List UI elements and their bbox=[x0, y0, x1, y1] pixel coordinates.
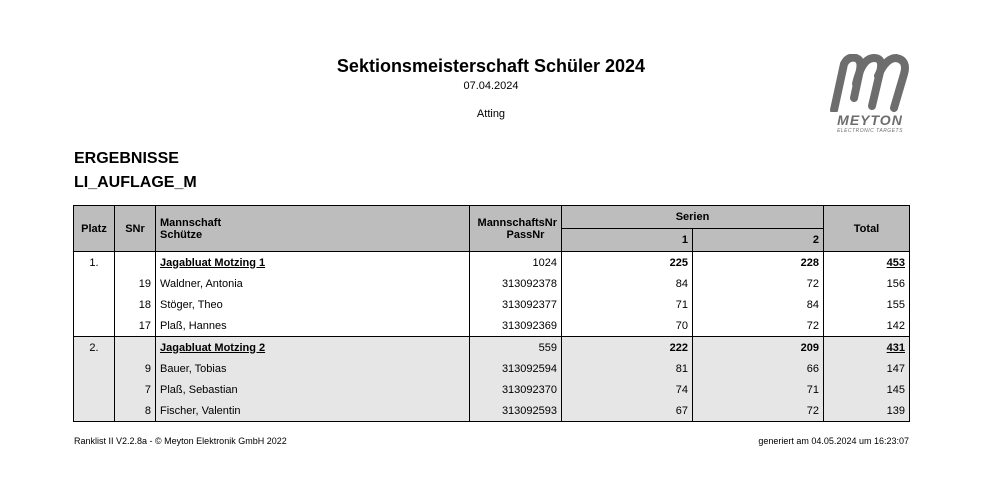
shooter-serie-2: 72 bbox=[693, 400, 824, 422]
shooter-name: Waldner, Antonia bbox=[156, 273, 470, 294]
shooter-name: Fischer, Valentin bbox=[156, 400, 470, 422]
header-mannschaftsnr: MannschaftsNr bbox=[477, 216, 557, 229]
team-group bbox=[74, 252, 910, 337]
header-platz: Platz bbox=[74, 206, 115, 252]
shooter-name: Plaß, Hannes bbox=[156, 315, 470, 337]
shooter-name: Stöger, Theo bbox=[156, 294, 470, 315]
shooter-pass: 313092593 bbox=[470, 400, 562, 422]
shooter-serie-2: 66 bbox=[693, 358, 824, 379]
shooter-platz bbox=[74, 294, 115, 315]
shooter-row bbox=[74, 358, 910, 379]
shooter-serie-2: 72 bbox=[693, 315, 824, 337]
shooter-serie-2: 72 bbox=[693, 273, 824, 294]
page-title: Sektionsmeisterschaft Schüler 2024 bbox=[336, 56, 646, 76]
team-group bbox=[74, 337, 910, 422]
shooter-row bbox=[74, 379, 910, 400]
event-date: 07.04.2024 bbox=[463, 80, 519, 92]
header-snr: SNr bbox=[115, 206, 156, 252]
team-serie-1: 222 bbox=[562, 337, 693, 359]
footer-version: Ranklist II V2.2.8a - © Meyton Elektronik GmbH 2022 bbox=[74, 436, 287, 446]
shooter-pass: 313092377 bbox=[470, 294, 562, 315]
shooter-snr: 8 bbox=[115, 400, 156, 422]
shooter-total: 155 bbox=[824, 294, 910, 315]
header-serien: Serien bbox=[562, 206, 824, 229]
shooter-name: Plaß, Sebastian bbox=[156, 379, 470, 400]
shooter-platz bbox=[74, 400, 115, 422]
header-nr bbox=[470, 206, 562, 252]
team-serie-1: 225 bbox=[562, 252, 693, 274]
meyton-logo bbox=[828, 54, 912, 134]
shooter-total: 139 bbox=[824, 400, 910, 422]
header-serie-1: 1 bbox=[562, 229, 693, 252]
shooter-platz bbox=[74, 379, 115, 400]
shooter-name: Bauer, Tobias bbox=[156, 358, 470, 379]
shooter-snr: 17 bbox=[115, 315, 156, 337]
logo-brand: MEYTON bbox=[837, 112, 903, 128]
shooter-serie-1: 74 bbox=[562, 379, 693, 400]
team-serie-2: 228 bbox=[693, 252, 824, 274]
team-row bbox=[74, 337, 910, 359]
shooter-pass: 313092369 bbox=[470, 315, 562, 337]
shooter-row bbox=[74, 315, 910, 337]
team-platz: 1. bbox=[74, 252, 115, 274]
event-location: Atting bbox=[476, 108, 506, 120]
shooter-total: 142 bbox=[824, 315, 910, 337]
shooter-pass: 313092370 bbox=[470, 379, 562, 400]
results-table bbox=[73, 205, 910, 422]
shooter-row bbox=[74, 273, 910, 294]
shooter-snr: 18 bbox=[115, 294, 156, 315]
team-total: 431 bbox=[824, 337, 910, 359]
meyton-m-icon bbox=[830, 54, 910, 112]
shooter-serie-2: 71 bbox=[693, 379, 824, 400]
shooter-snr: 19 bbox=[115, 273, 156, 294]
shooter-serie-2: 84 bbox=[693, 294, 824, 315]
shooter-snr: 7 bbox=[115, 379, 156, 400]
team-platz: 2. bbox=[74, 337, 115, 359]
header-mannschaft: Mannschaft bbox=[160, 216, 222, 229]
team-snr bbox=[115, 337, 156, 359]
shooter-serie-1: 70 bbox=[562, 315, 693, 337]
shooter-total: 156 bbox=[824, 273, 910, 294]
shooter-platz bbox=[74, 358, 115, 379]
shooter-serie-1: 67 bbox=[562, 400, 693, 422]
logo-subtitle: ELECTRONIC TARGETS bbox=[837, 128, 903, 134]
shooter-serie-1: 71 bbox=[562, 294, 693, 315]
discipline-heading: LI_AUFLAGE_M bbox=[74, 174, 197, 191]
shooter-platz bbox=[74, 315, 115, 337]
team-row bbox=[74, 252, 910, 274]
header-mannschaft-schuetze bbox=[156, 206, 470, 252]
team-total: 453 bbox=[824, 252, 910, 274]
team-snr bbox=[115, 252, 156, 274]
shooter-total: 147 bbox=[824, 358, 910, 379]
header-passnr: PassNr bbox=[506, 228, 545, 241]
shooter-snr: 9 bbox=[115, 358, 156, 379]
team-name: Jagabluat Motzing 1 bbox=[156, 252, 470, 274]
team-serie-2: 209 bbox=[693, 337, 824, 359]
header-schuetze: Schütze bbox=[160, 228, 203, 241]
shooter-platz bbox=[74, 273, 115, 294]
shooter-serie-1: 81 bbox=[562, 358, 693, 379]
shooter-serie-1: 84 bbox=[562, 273, 693, 294]
footer-generated: generiert am 04.05.2024 um 16:23:07 bbox=[758, 436, 909, 446]
team-nr: 1024 bbox=[470, 252, 562, 274]
team-name: Jagabluat Motzing 2 bbox=[156, 337, 470, 359]
team-nr: 559 bbox=[470, 337, 562, 359]
shooter-pass: 313092594 bbox=[470, 358, 562, 379]
shooter-pass: 313092378 bbox=[470, 273, 562, 294]
results-heading: ERGEBNISSE bbox=[74, 150, 179, 167]
shooter-total: 145 bbox=[824, 379, 910, 400]
header-serie-2: 2 bbox=[693, 229, 824, 252]
shooter-row bbox=[74, 400, 910, 422]
shooter-row bbox=[74, 294, 910, 315]
header-total: Total bbox=[824, 206, 910, 252]
